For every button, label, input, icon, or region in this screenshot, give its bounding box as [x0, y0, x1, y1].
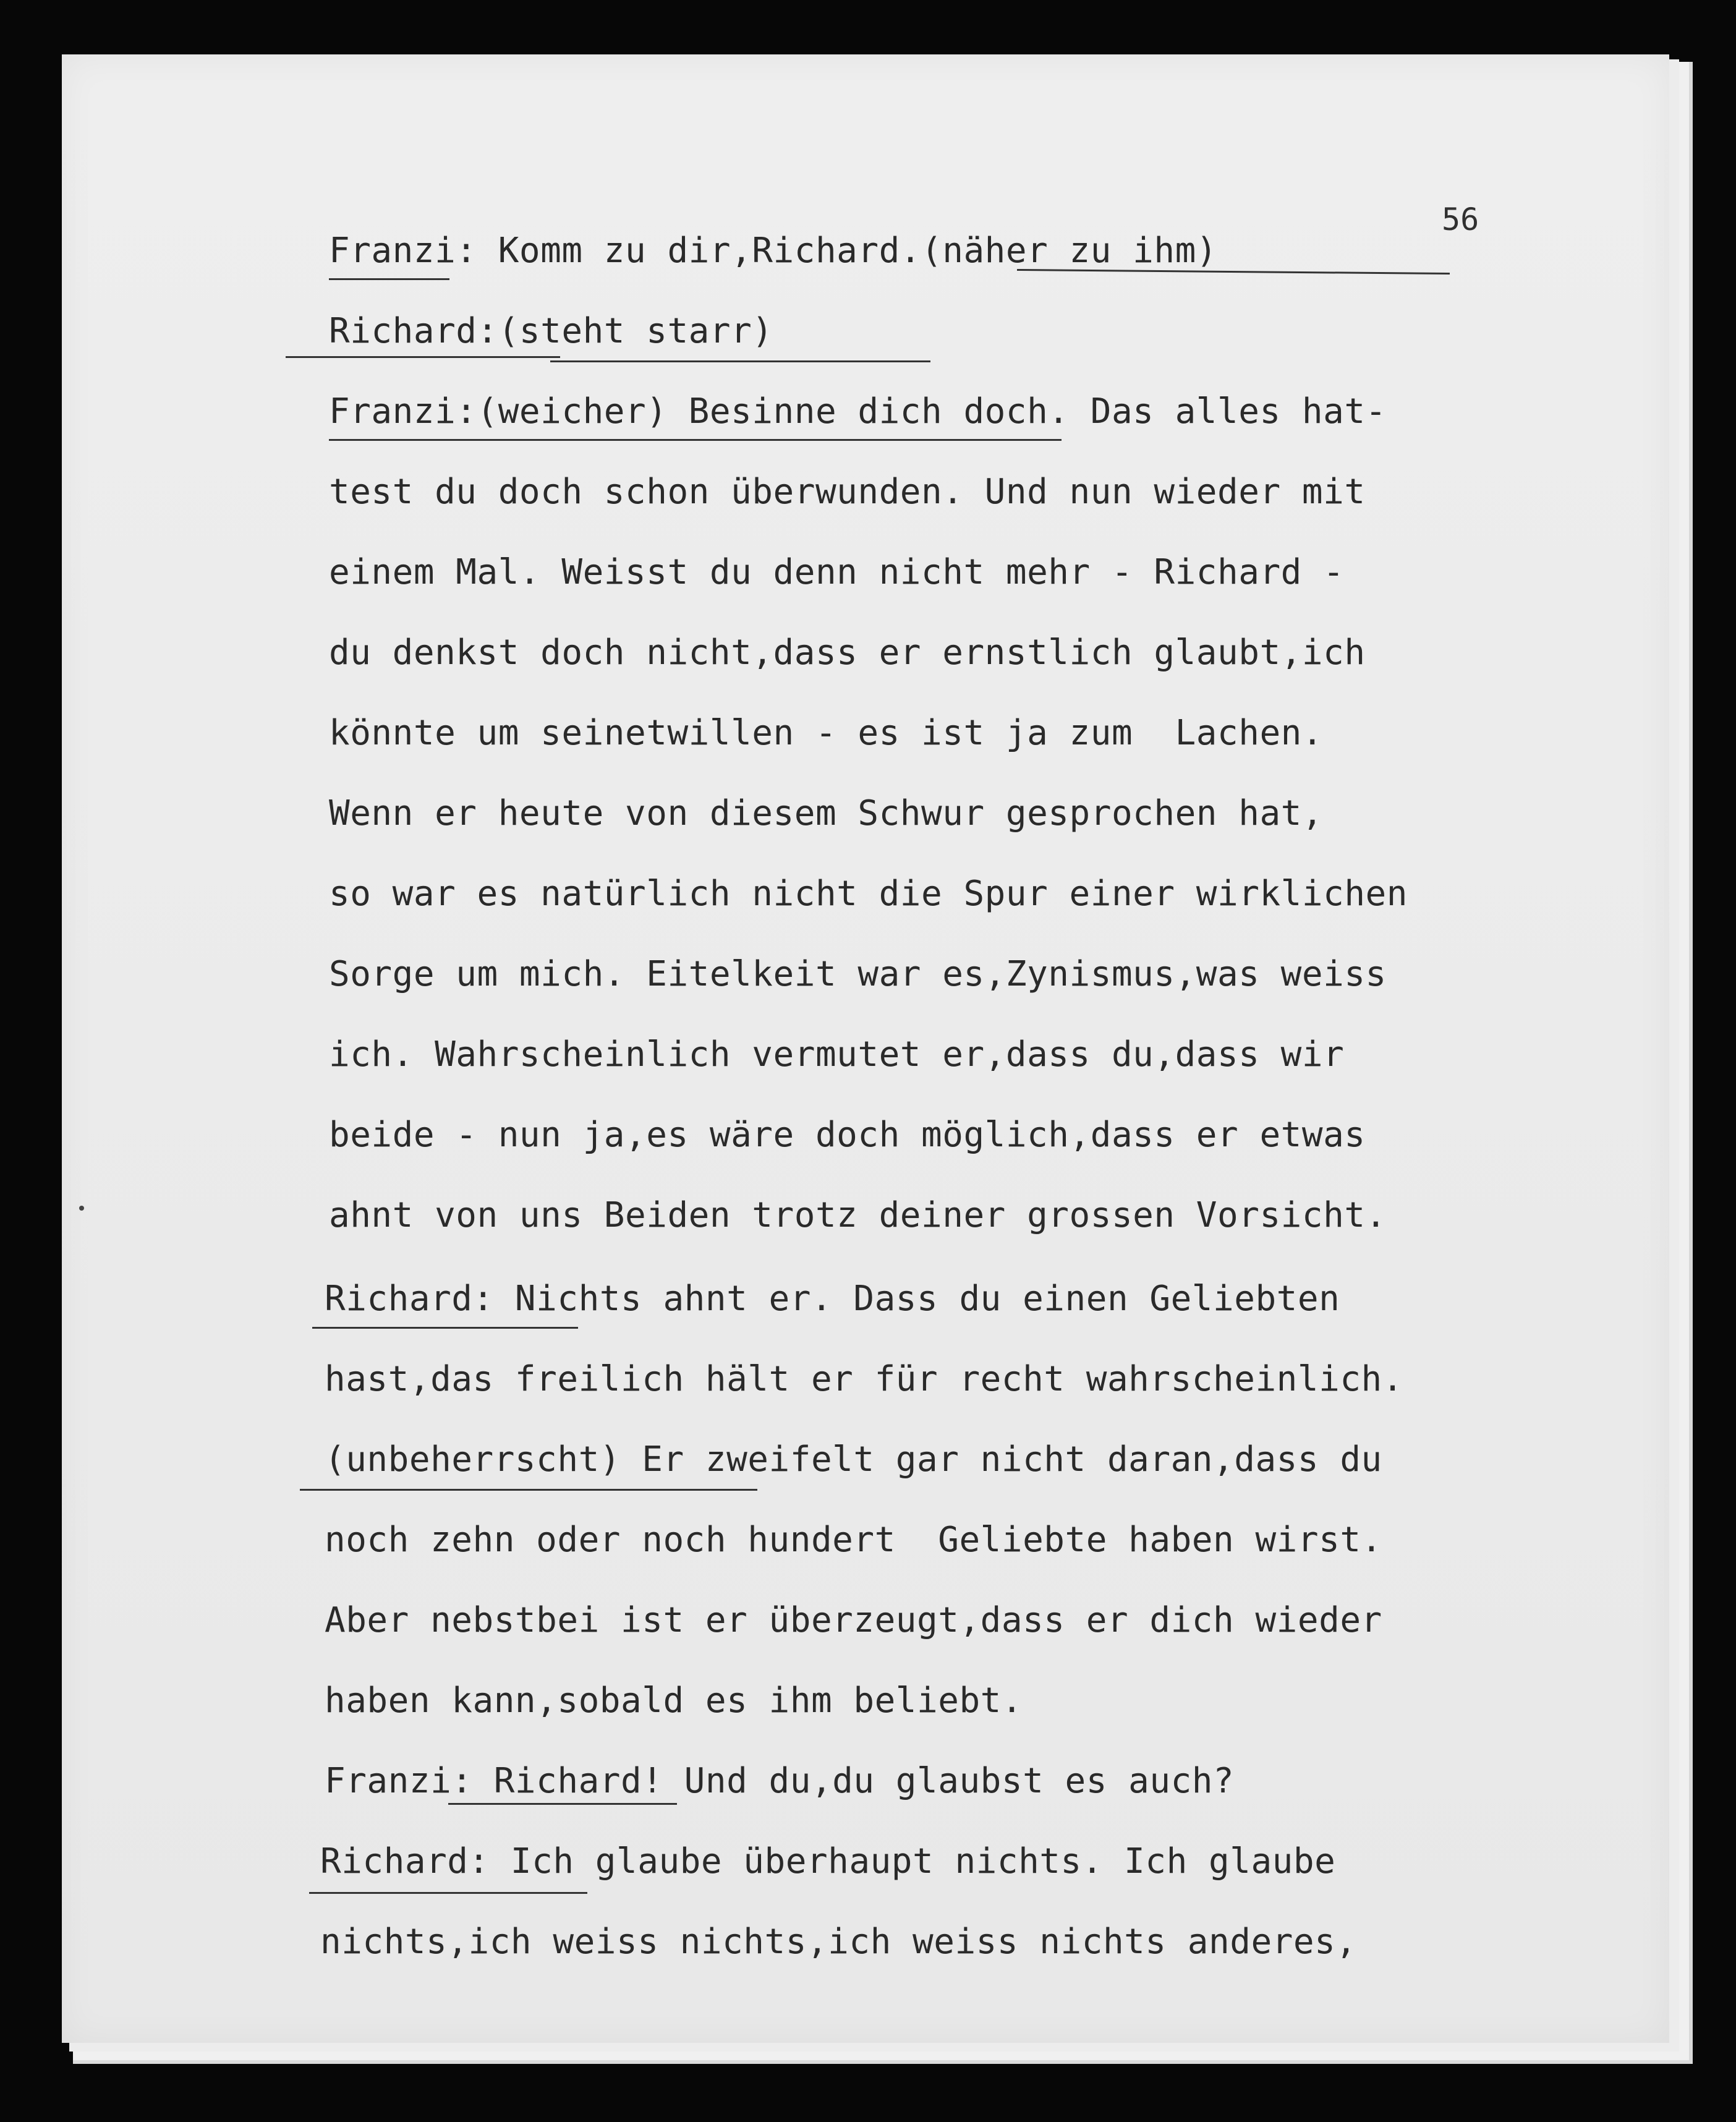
text-line: haben kann,sobald es ihm beliebt.: [325, 1681, 1023, 1721]
underline-stage-direction: [300, 1489, 757, 1491]
text-line: Franzi: Richard! Und du,du glaubst es auch?: [325, 1761, 1235, 1801]
text-line: Wenn er heute von diesem Schwur gesprochen hat,: [329, 793, 1324, 833]
text-line: so war es natürlich nicht die Spur einer wirklichen: [329, 874, 1408, 914]
text-line: Richard:(steht starr): [329, 311, 773, 351]
text-line: Franzi:(weicher) Besinne dich doch. Das alles hat-: [329, 391, 1387, 432]
page-number: 56: [1442, 202, 1479, 237]
text-line: Sorge um mich. Eitelkeit war es,Zynismus,was weiss: [329, 954, 1387, 994]
text-line: ich. Wahrscheinlich vermutet er,dass du,dass wir: [329, 1034, 1345, 1075]
text-line: test du doch schon überwunden. Und nun wieder mit: [329, 472, 1366, 512]
text-line: Richard: Ich glaube überhaupt nichts. Ich glaube: [320, 1841, 1336, 1881]
text-line: nichts,ich weiss nichts,ich weiss nichts anderes,: [320, 1922, 1357, 1962]
text-line: (unbeherrscht) Er zweifelt gar nicht daran,dass du: [325, 1439, 1382, 1480]
text-line: Franzi: Komm zu dir,Richard.(näher zu ihm): [329, 231, 1218, 271]
text-line: ahnt von uns Beiden trotz deiner grossen Vorsicht.: [329, 1195, 1387, 1235]
text-line: noch zehn oder noch hundert Geliebte haben wirst.: [325, 1520, 1382, 1560]
text-line: beide - nun ja,es wäre doch möglich,dass er etwas: [329, 1115, 1366, 1155]
text-line: Richard: Nichts ahnt er. Dass du einen Geliebten: [325, 1279, 1340, 1319]
underline-speaker-franzi: [329, 439, 1062, 441]
underline-speaker-richard: [312, 1327, 578, 1329]
text-line: hast,das freilich hält er für recht wahrscheinlich.: [325, 1359, 1403, 1399]
underline-stage-direction: [550, 360, 930, 362]
text-line: könnte um seinetwillen - es ist ja zum Lachen.: [329, 713, 1324, 753]
text-line: du denkst doch nicht,dass er ernstlich glaubt,ich: [329, 633, 1366, 673]
margin-mark: [79, 1206, 84, 1211]
underline-speaker-richard: [286, 356, 560, 358]
text-line: Aber nebstbei ist er überzeugt,dass er dich wieder: [325, 1600, 1382, 1640]
text-line: einem Mal. Weisst du denn nicht mehr - Richard -: [329, 552, 1345, 592]
underline-speaker-richard: [309, 1892, 587, 1894]
typewritten-page: [62, 54, 1669, 2043]
underline-speaker-franzi: [448, 1803, 677, 1805]
underline-stage-direction: [1017, 269, 1450, 275]
underline-speaker-franzi: [329, 278, 449, 280]
